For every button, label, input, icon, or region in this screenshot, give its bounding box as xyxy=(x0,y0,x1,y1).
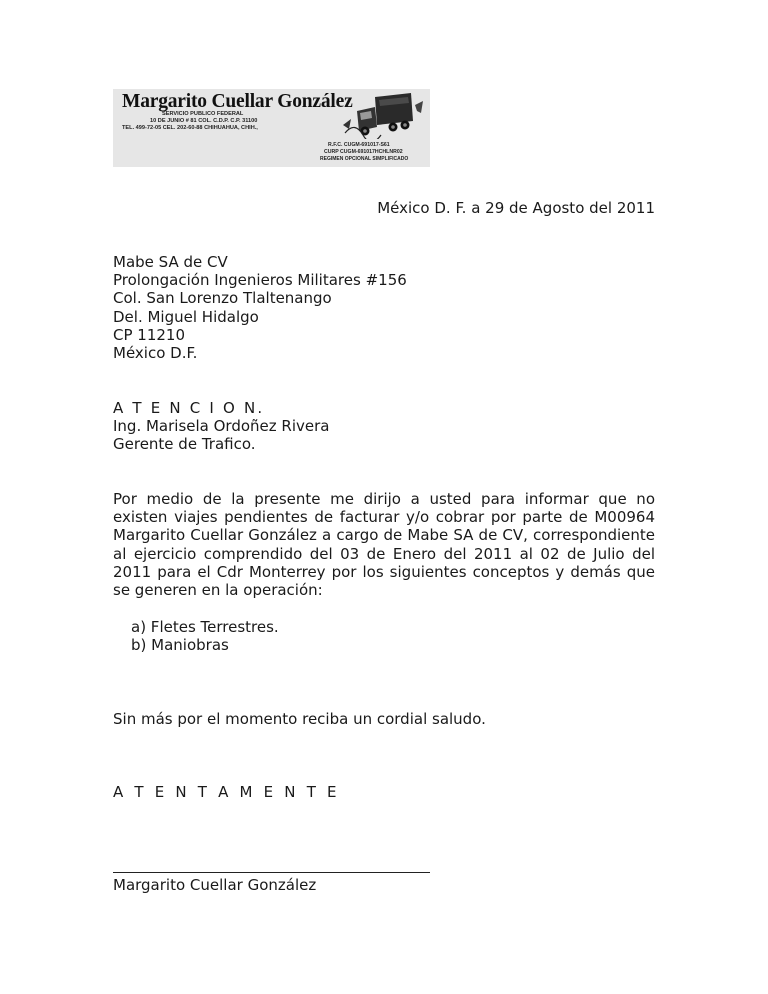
recipient-street: Prolongación Ingenieros Militares #156 xyxy=(113,271,407,290)
letterhead-rfc: R.F.C. CUGM-691017-S61 xyxy=(328,142,390,148)
letterhead-curp: CURP CUGM-691017HCHLNR02 xyxy=(324,149,403,155)
body-paragraph: Por medio de la presente me dirijo a usted para informar que no existen viajes pendientes de facturar y/o cobrar por parte de M00964 Margarito Cuellar González a cargo de Mabe SA de CV, correspondiente al ejercicio comprendido del 03 de Enero del 2011 al 02 de Julio del 2011 para el Cdr Monterrey por los siguientes conceptos y demás que se generen en la operación: xyxy=(113,490,655,600)
recipient-city: México D.F. xyxy=(113,344,198,363)
recipient-address xyxy=(113,253,407,362)
attention-person: Ing. Marisela Ordoñez Rivera xyxy=(113,417,330,436)
list-item: a) Fletes Terrestres. xyxy=(131,618,279,636)
recipient-colony: Col. San Lorenzo Tlaltenango xyxy=(113,289,332,308)
concepts-list xyxy=(131,618,279,654)
truck-icon xyxy=(341,91,425,139)
letterhead-service: SERVICIO PUBLICO FEDERAL xyxy=(162,111,244,117)
signature-name: Margarito Cuellar González xyxy=(113,876,317,894)
recipient-delegation: Del. Miguel Hidalgo xyxy=(113,307,259,326)
signature-line xyxy=(113,872,430,873)
letterhead-name: Margarito Cuellar González xyxy=(122,91,353,112)
list-item: b) Maniobras xyxy=(131,636,229,655)
recipient-company: Mabe SA de CV xyxy=(113,253,228,271)
attention-block xyxy=(113,399,329,454)
letterhead-regimen: REGIMEN OPCIONAL SIMPLIFICADO xyxy=(320,156,409,162)
date-line: México D. F. a 29 de Agosto del 2011 xyxy=(377,199,655,217)
attention-heading: A T E N C I O N. xyxy=(113,399,265,417)
letterhead xyxy=(113,89,430,167)
closing-line: Sin más por el momento reciba un cordial saludo. xyxy=(113,710,486,728)
sign-off: A T E N T A M E N T E xyxy=(113,783,340,801)
attention-role: Gerente de Trafico. xyxy=(113,435,256,454)
letterhead-address: 10 DE JUNIO # 81 COL. C.D.P. C.P. 31100 xyxy=(150,118,258,124)
recipient-postal-code: CP 11210 xyxy=(113,325,186,344)
letterhead-phone: TEL. 499-72-05 CEL. 202-60-88 CHIHUAHUA, CHIH., xyxy=(122,125,258,131)
